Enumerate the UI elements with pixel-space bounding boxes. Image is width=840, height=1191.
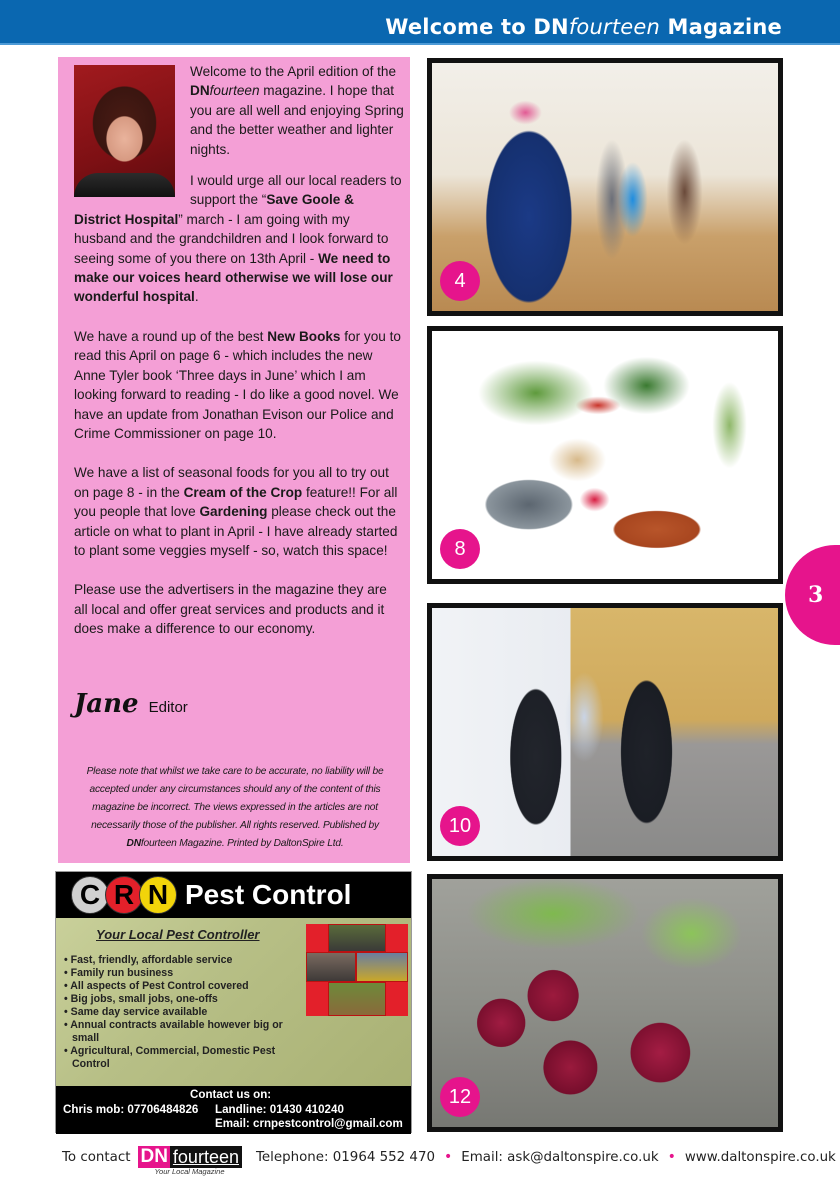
signature-role: Editor <box>148 699 188 716</box>
page-badge[interactable]: 10 <box>440 806 480 846</box>
mole-image <box>328 924 386 952</box>
title-suffix: Magazine <box>660 15 782 39</box>
page-badge[interactable]: 4 <box>440 261 480 301</box>
logo-letter-n: N <box>139 876 177 914</box>
photo-spacer <box>74 62 190 198</box>
ad-bullet: • Same day service available <box>64 1006 304 1019</box>
footer-lead: To contact <box>62 1149 131 1165</box>
photo-beetroot-frame[interactable] <box>427 874 783 1132</box>
ad-bullet: • Fast, friendly, affordable service <box>64 954 304 967</box>
ad-header <box>56 872 411 918</box>
logo-letter-c: C <box>71 876 109 914</box>
ad-email[interactable]: Email: crnpestcontrol@gmail.com <box>215 1117 403 1130</box>
photo-food-frame[interactable] <box>427 326 783 584</box>
page-badge[interactable]: 12 <box>440 1077 480 1117</box>
ad-tagline: Your Local Pest Controller <box>96 927 260 942</box>
bullet-separator-icon: • <box>444 1149 453 1165</box>
photo-police-frame[interactable] <box>427 603 783 861</box>
beetroot-photo <box>432 879 778 1127</box>
food-photo <box>432 331 778 579</box>
footer-website[interactable]: www.daltonspire.co.uk <box>684 1149 836 1165</box>
footer-contact <box>62 1146 836 1176</box>
page-title <box>385 15 782 39</box>
ad-title: Pest Control <box>185 879 352 910</box>
letter-paragraph-3: We have a round up of the best New Books for you to read this April on page 6 - which includes the new Anne Tyler book ‘Three days in June’ which I am looking forward to reading - I do like a good novel. We have an update from Jonathan Evison our Police and Crime Commissioner on page 10. <box>74 328 401 441</box>
logo-fourteen: fourteen <box>170 1146 242 1168</box>
logo-dn: DN <box>140 1146 168 1167</box>
wasp-image <box>356 952 408 982</box>
ad-bullet: • Annual contracts available however big or small <box>64 1019 304 1045</box>
footer-telephone[interactable]: Telephone: 01964 552 470 <box>255 1149 435 1165</box>
ad-body <box>56 918 411 1086</box>
rat-image <box>306 952 356 982</box>
editor-letter-text <box>74 62 404 651</box>
logo-subtitle: Your Local Magazine <box>154 1167 225 1176</box>
letter-paragraph-4: We have a list of seasonal foods for you all to try out on page 8 - in the Cream of the Crop feature!! For all you people that love Gardening please check out the article on what to plant in April - I have already started to plant some veggies myself - so, watch this space! <box>74 465 398 558</box>
signature-name: Jane <box>74 689 139 719</box>
ad-landline[interactable]: Landline: 01430 410240 <box>215 1103 344 1116</box>
logo-letter-r: R <box>105 876 143 914</box>
photo-gallery-frame[interactable] <box>427 58 783 316</box>
bullet-separator-icon: • <box>667 1149 676 1165</box>
title-brand-dn: DN <box>533 15 569 39</box>
editor-signature <box>74 689 188 719</box>
pest-images-collage <box>306 924 408 1016</box>
page-number: 3 <box>808 582 824 608</box>
dnfourteen-logo <box>138 1146 242 1176</box>
ad-bullet: • Big jobs, small jobs, one-offs <box>64 993 304 1006</box>
rabbit-image <box>328 982 386 1016</box>
title-brand-fourteen: fourteen <box>568 15 660 39</box>
letter-paragraph-5: Please use the advertisers in the magazine they are all local and offer great services and products and it does make a difference to our economy. <box>74 582 387 637</box>
page-badge[interactable]: 8 <box>440 529 480 569</box>
letter-paragraph-2: I would urge all our local readers to support the “Save Goole & District Hospital” march - I am going with my husband and the grandchildren and I look forward to seeing some of you there on 13th April - We need to make our voices heard otherwise we will lose our wonderful hospital. <box>74 173 402 305</box>
editor-letter-panel <box>58 57 410 863</box>
ad-bullet: • All aspects of Pest Control covered <box>64 980 304 993</box>
police-photo <box>432 608 778 856</box>
ad-bullet: • Family run business <box>64 967 304 980</box>
title-prefix: Welcome to <box>385 15 534 39</box>
letter-paragraph-1: Welcome to the April edition of the DNfourteen magazine. I hope that you are all well and enjoying Spring and the better weather and lighter nights. <box>190 64 404 157</box>
gallery-photo <box>432 63 778 311</box>
header-bar <box>0 0 840 45</box>
disclaimer: Please note that whilst we take care to be accurate, no liability will be accepted under any circumstances should any of the content of this magazine be incorrect. The views expressed in the articles are not necessarily those of the publisher. All rights reserved. Published by DNfourteen Magazine. Printed by DaltonSpire Ltd. <box>86 766 384 849</box>
ad-mobile[interactable]: Chris mob: 07706484826 <box>63 1103 199 1116</box>
footer-email[interactable]: Email: ask@daltonspire.co.uk <box>461 1149 659 1165</box>
ad-bullet-list <box>64 954 304 1071</box>
crn-pest-control-ad[interactable] <box>55 871 412 1133</box>
ad-contact-heading: Contact us on: <box>190 1088 272 1101</box>
ad-bullet: • Agricultural, Commercial, Domestic Pest Control <box>64 1045 304 1071</box>
ad-contact-bar <box>56 1086 411 1134</box>
